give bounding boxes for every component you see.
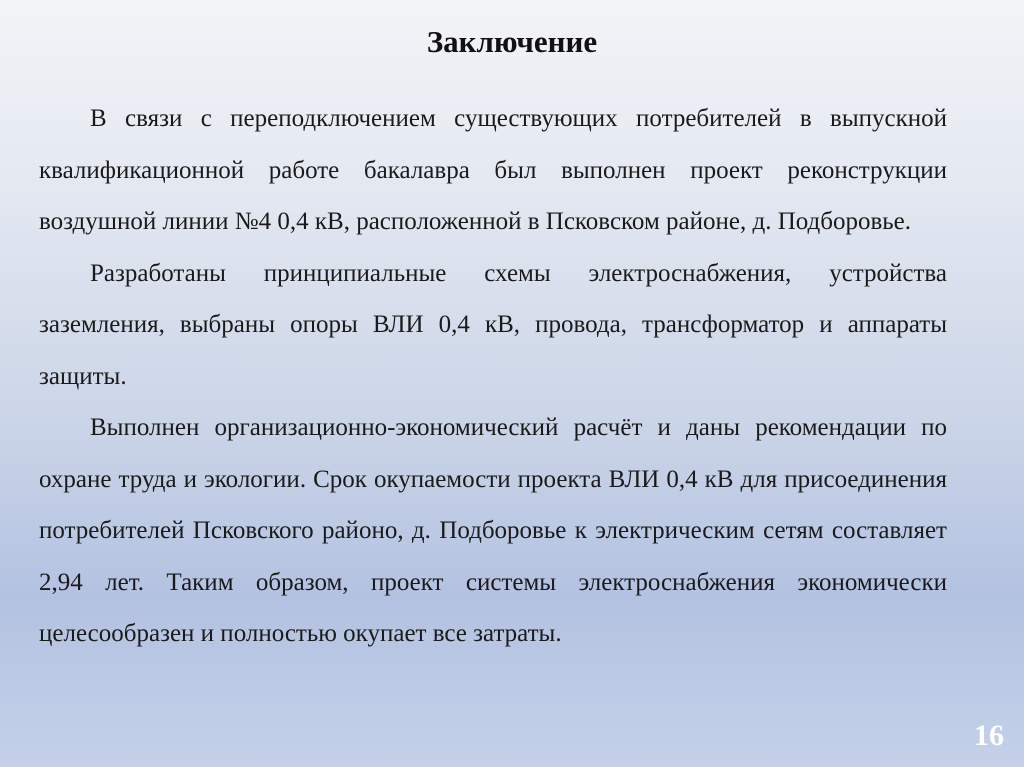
slide-title: Заключение	[426, 24, 598, 59]
paragraph-reconstruction: В связи с переподключением существующих потребителей в выпускной квалификационной работе бакалавра был выполнен проект реконструкции воздушной линии №4 0,4 кВ, расположенной в Псковском районе, д. Подборовье.	[39, 105, 947, 235]
paragraph-schemes: Разработаны принципиальные схемы электроснабжения, устройства заземления, выбраны опоры ВЛИ 0,4 кВ, провода, трансформатор и аппараты защиты.	[39, 259, 947, 390]
paragraph-economics: Выполнен организационно-экономический расчёт и даны рекомендации по охране труда и экологии. Срок окупаемости проекта ВЛИ 0,4 кВ для присоединения потребителей Псковского районо, д. Подборовье к электрическим сетям составляет 2,94 лет. Таким образом, проект системы электроснабжения экономически целесообразен и полностью окупает все затраты.	[39, 414, 947, 647]
slide-body	[39, 93, 947, 660]
slide-page-number: 16	[974, 719, 1004, 752]
